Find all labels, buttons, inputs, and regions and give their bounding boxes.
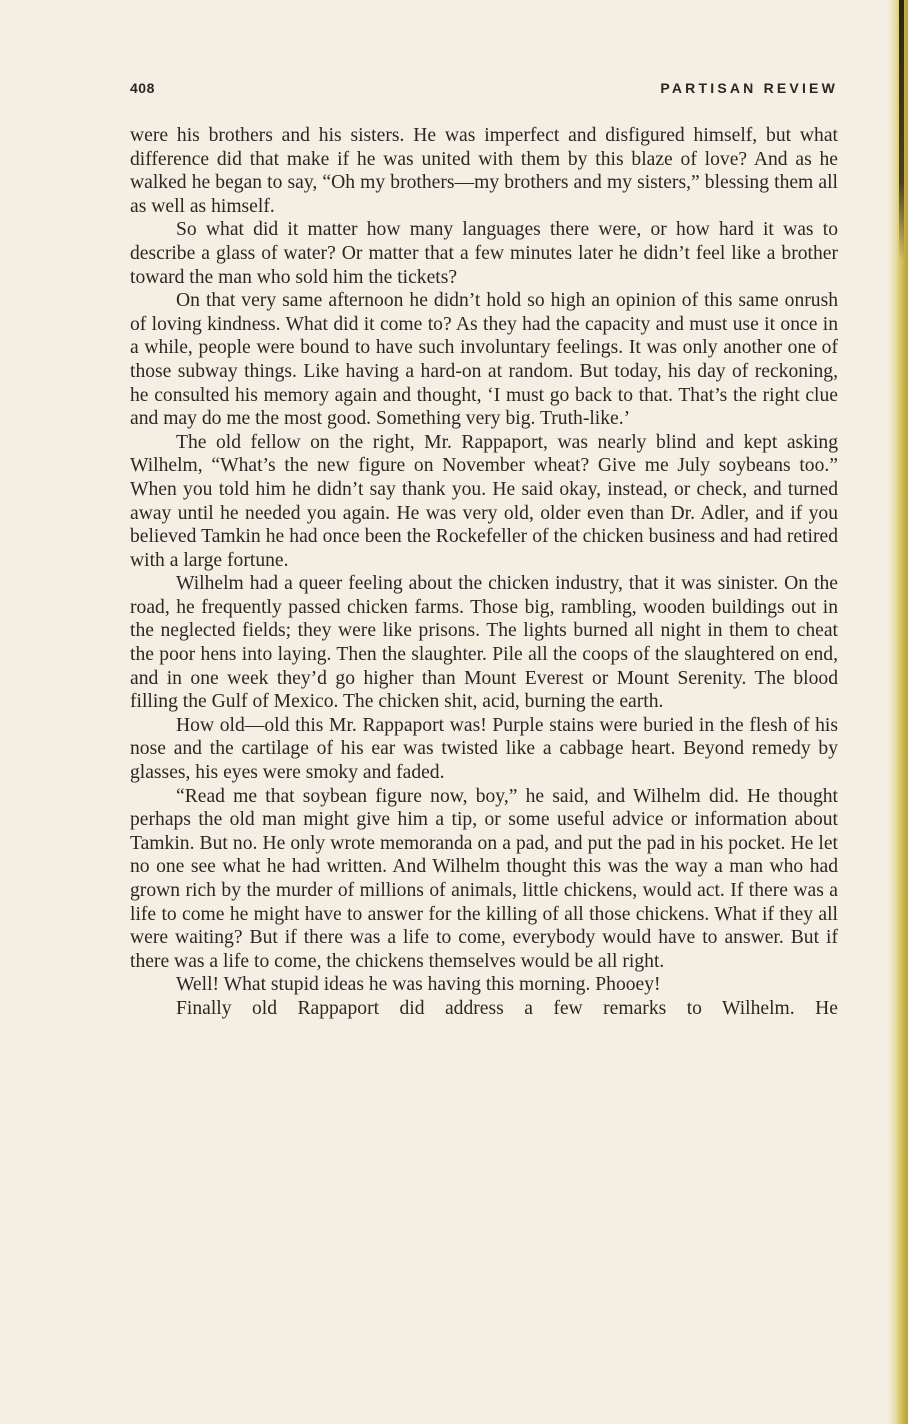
binding-shadow — [899, 0, 904, 260]
paragraph: Finally old Rappaport did address a few remarks to Wilhelm. He — [176, 997, 838, 1019]
page-number: 408 — [130, 80, 155, 96]
paragraph: The old fellow on the right, Mr. Rappaport, was nearly blind and kept asking Wilhelm, “What’s the new figure on November wheat? Give me July soybeans too.” When you told him he didn’t say thank you. He said okay, instead, or check, and turned away until he needed you again. He was very old, older even than Dr. Adler, and if you believed Tamkin he had once been the Rockefeller of the chicken business and had retired with a large fortune. — [130, 431, 838, 571]
page-edge — [888, 0, 908, 1424]
paragraph: Well! What stupid ideas he was having this morning. Phooey! — [176, 974, 661, 996]
paragraph: How old—old this Mr. Rappaport was! Purple stains were buried in the flesh of his nose and the cartilage of his ear was twisted like a cabbage heart. Beyond remedy by glasses, his eyes were smoky and faded. — [130, 714, 838, 784]
paragraph: So what did it matter how many languages there were, or how hard it was to describe a glass of water? Or matter that a few minutes later he didn’t feel like a brother toward the man who sold him the tickets? — [130, 219, 838, 288]
journal-title: PARTISAN REVIEW — [660, 80, 838, 96]
paragraph: were his brothers and his sisters. He was imperfect and disfigured himself, but what difference did that make if he was united with them by this blaze of love? And as he walked he began to say, “Oh my brothers—my brothers and my sisters,” blessing them all as well as himself. — [130, 125, 838, 217]
paragraph: “Read me that soybean figure now, boy,” he said, and Wilhelm did. He thought perhaps the old man might give him a tip, or some useful advice or information about Tamkin. But no. He only wrote memoranda on a pad, and put the pad in his pocket. He let no one see what he had written. And Wilhelm thought this was the way a man who had grown rich by the murder of millions of animals, little chickens, would act. If there was a life to come he might have to answer for the killing of all those chickens. What if they all were waiting? But if there was a life to come, everybody would have to answer. But if there was a life to come, the chickens themselves would be all right. — [130, 785, 838, 972]
article-body — [130, 124, 838, 1021]
paragraph: Wilhelm had a queer feeling about the chicken industry, that it was sinister. On the road, he frequently passed chicken farms. Those big, rambling, wooden buildings out in the neglected fields; they were like prisons. The lights burned all night in them to cheat the poor hens into laying. Then the slaughter. Pile all the coops of the slaughtered on end, and in one week they’d go higher than Mount Everest or Mount Serenity. The blood filling the Gulf of Mexico. The chicken shit, acid, burning the earth. — [130, 573, 838, 713]
paragraph: On that very same afternoon he didn’t hold so high an opinion of this same onrush of loving kindness. What did it come to? As they had the capacity and must use it once in a while, people were bound to have such involuntary feelings. It was only another one of those subway things. Like having a hard-on at random. But today, his day of reckoning, he consulted his memory again and thought, ‘I must go back to that. That’s the right clue and may do me the most good. Something very big. Truth-like.’ — [130, 290, 838, 430]
running-header — [130, 80, 838, 104]
